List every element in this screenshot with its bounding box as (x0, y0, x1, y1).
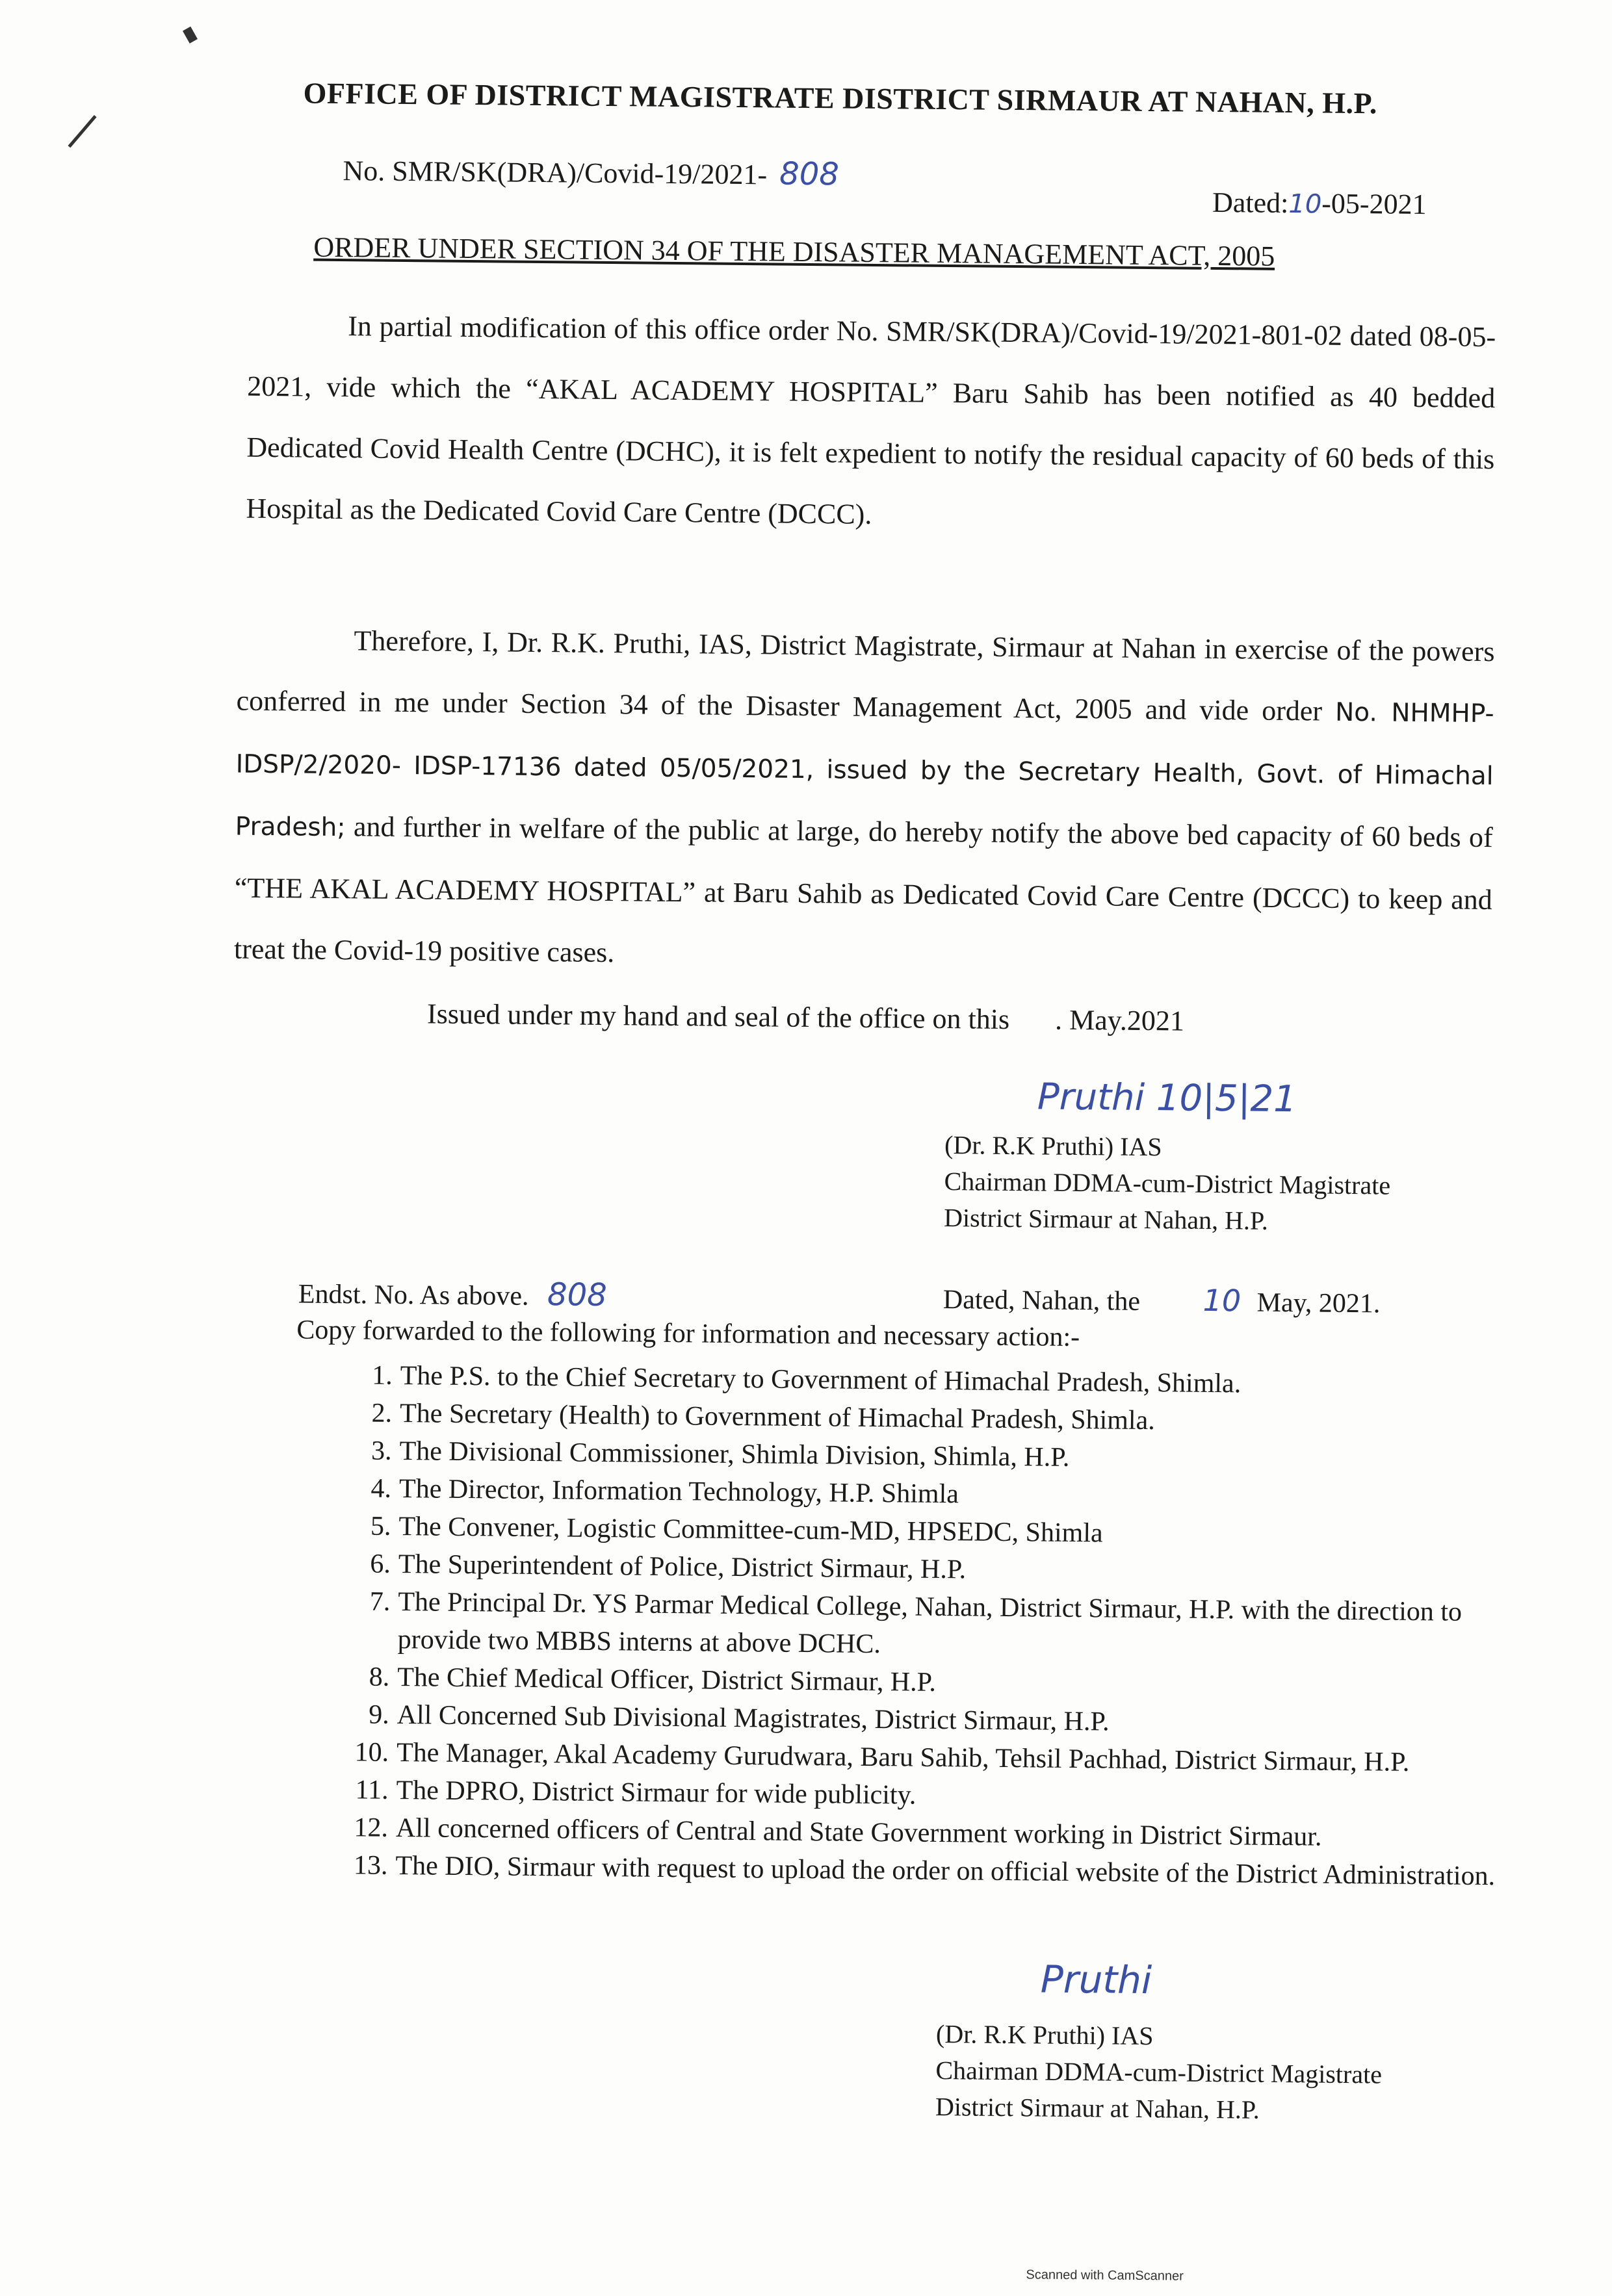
distribution-item-number: 11. (355, 1775, 389, 1805)
signatory-designation: Chairman DDMA-cum-District Magistrate (935, 2055, 1383, 2089)
handwritten-ref-number: 808 (779, 155, 840, 193)
distribution-item-number: 13. (353, 1850, 388, 1881)
signatory-location: District Sirmaur at Nahan, H.P. (935, 2091, 1260, 2124)
distribution-item-number: 4. (370, 1473, 392, 1504)
distribution-item (346, 1582, 1529, 1669)
handwritten-endst-number: 808 (547, 1276, 607, 1314)
order-date: Dated:10-05-2021 (1212, 186, 1427, 221)
issued-line: Issued under my hand and seal of the office on this . May.2021 (426, 998, 1185, 1037)
reference-number: No. SMR/SK(DRA)/Covid-19/2021- 808 (343, 155, 840, 193)
signature-2: Pruthi (1040, 1957, 1152, 2003)
distribution-item-number: 12. (354, 1812, 389, 1843)
distribution-item-text: The Chief Medical Officer, District Sirmaur, H.P. (397, 1662, 937, 1697)
distribution-item-text: The Secretary (Health) to Government of Himachal Pradesh, Shimla. (399, 1399, 1155, 1436)
distribution-item-number: 9. (368, 1699, 389, 1730)
distribution-item-text: All concerned officers of Central and State Government working in District Sirmaur. (395, 1812, 1322, 1852)
distribution-item-text: The DPRO, District Sirmaur for wide publicity. (396, 1775, 916, 1811)
signatory-block-1 (944, 1127, 1391, 1241)
office-header: OFFICE OF DISTRICT MAGISTRATE DISTRICT SIRMAUR AT NAHAN, H.P. (303, 76, 1378, 120)
signatory-name: (Dr. R.K Pruthi) IAS (944, 1130, 1162, 1162)
distribution-item-number: 1. (371, 1360, 393, 1391)
distribution-item-text: The Convener, Logistic Committee-cum-MD, HPSEDC, Shimla (398, 1511, 1103, 1549)
paragraph-2: Therefore, I, Dr. R.K. Pruthi, IAS, District Magistrate, Sirmaur at Nahan in exercise of the powers conferred in me under Section 34 of the Disaster Management Act, 2005 and vide order No. NHMHP-IDSP/2/2020- IDSP-17136 dated 05/05/2021, issued by the Secretary Health, Govt. of Himachal Pradesh; and further in welfare of the public at large, do hereby notify the above bed capacity of 60 beds of “THE AKAL ACADEMY HOSPITAL” at Baru Sahib as Dedicated Covid Care Centre (DCCC) to keep and treat the Covid-19 positive cases. (233, 625, 1495, 969)
signatory-location: District Sirmaur at Nahan, H.P. (943, 1203, 1269, 1235)
distribution-list (343, 1356, 1531, 1895)
scan-mark-top (183, 27, 198, 44)
signatory-name: (Dr. R.K Pruthi) IAS (935, 2019, 1154, 2051)
distribution-item-number: 2. (371, 1398, 393, 1428)
distribution-item-number: 10. (354, 1737, 389, 1768)
distribution-item-number: 8. (369, 1662, 390, 1692)
scanner-watermark: Scanned with CamScanner (1026, 2267, 1184, 2284)
distribution-item-text: The Director, Information Technology, H.P. Shimla (398, 1474, 959, 1510)
distribution-item-number: 3. (370, 1436, 392, 1466)
signature-1: Pruthi 10|5|21 (1037, 1076, 1297, 1121)
distribution-item-text: The Principal Dr. YS Parmar Medical College, Nahan, District Sirmaur, H.P. with the direction to provide two MBBS interns at above DCHC. (397, 1586, 1462, 1660)
signatory-designation: Chairman DDMA-cum-District Magistrate (944, 1167, 1391, 1200)
distribution-item-text: The Divisional Commissioner, Shimla Division, Shimla, H.P. (399, 1436, 1070, 1473)
handwritten-endst-day: 10 (1202, 1282, 1242, 1319)
order-title: ORDER UNDER SECTION 34 OF THE DISASTER MANAGEMENT ACT, 2005 (313, 231, 1275, 272)
distribution-item-text: The DIO, Sirmaur with request to upload the order on official website of the District Administration. (395, 1850, 1496, 1892)
endorsement-number: Endst. No. As above. 808 (298, 1276, 607, 1314)
endorsement-date: Dated, Nahan, the 10 May, 2021. (942, 1282, 1381, 1319)
distribution-item-text: The P.S. to the Chief Secretary to Government of Himachal Pradesh, Shimla. (400, 1361, 1242, 1399)
distribution-item-text: All Concerned Sub Divisional Magistrates, District Sirmaur, H.P. (396, 1699, 1110, 1737)
distribution-item-number: 5. (370, 1511, 391, 1541)
order-reference: No. NHMHP-IDSP/2/2020- IDSP-17136 dated 05/05/2021, issued by the Secretary Health, Govt. of Himachal Pradesh; (235, 697, 1494, 843)
paragraph-1: In partial modification of this office order No. SMR/SK(DRA)/Covid-19/2021-801-02 dated 08-05-2021, vide which the “AKAL ACADEMY HOSPITAL” Baru Sahib has been notified as 40 bedded Dedicated Covid Health Centre (DCHC), it is felt expedient to notify the residual capacity of 60 beds of this Hospital as the Dedicated Covid Care Centre (DCCC). (246, 310, 1496, 530)
distribution-item-text: The Manager, Akal Academy Gurudwara, Baru Sahib, Tehsil Pachhad, District Sirmaur, H.P. (396, 1737, 1410, 1777)
signatory-block-2 (935, 2016, 1383, 2130)
distribution-item-number: 7. (369, 1586, 391, 1617)
distribution-item-number: 6. (370, 1549, 391, 1579)
handwritten-day: 10 (1288, 189, 1322, 220)
distribution-item-text: The Superintendent of Police, District Sirmaur, H.P. (398, 1549, 967, 1585)
scan-mark-left (68, 115, 97, 148)
copy-forwarded-intro: Copy forwarded to the following for information and necessary action:- (296, 1315, 1080, 1353)
